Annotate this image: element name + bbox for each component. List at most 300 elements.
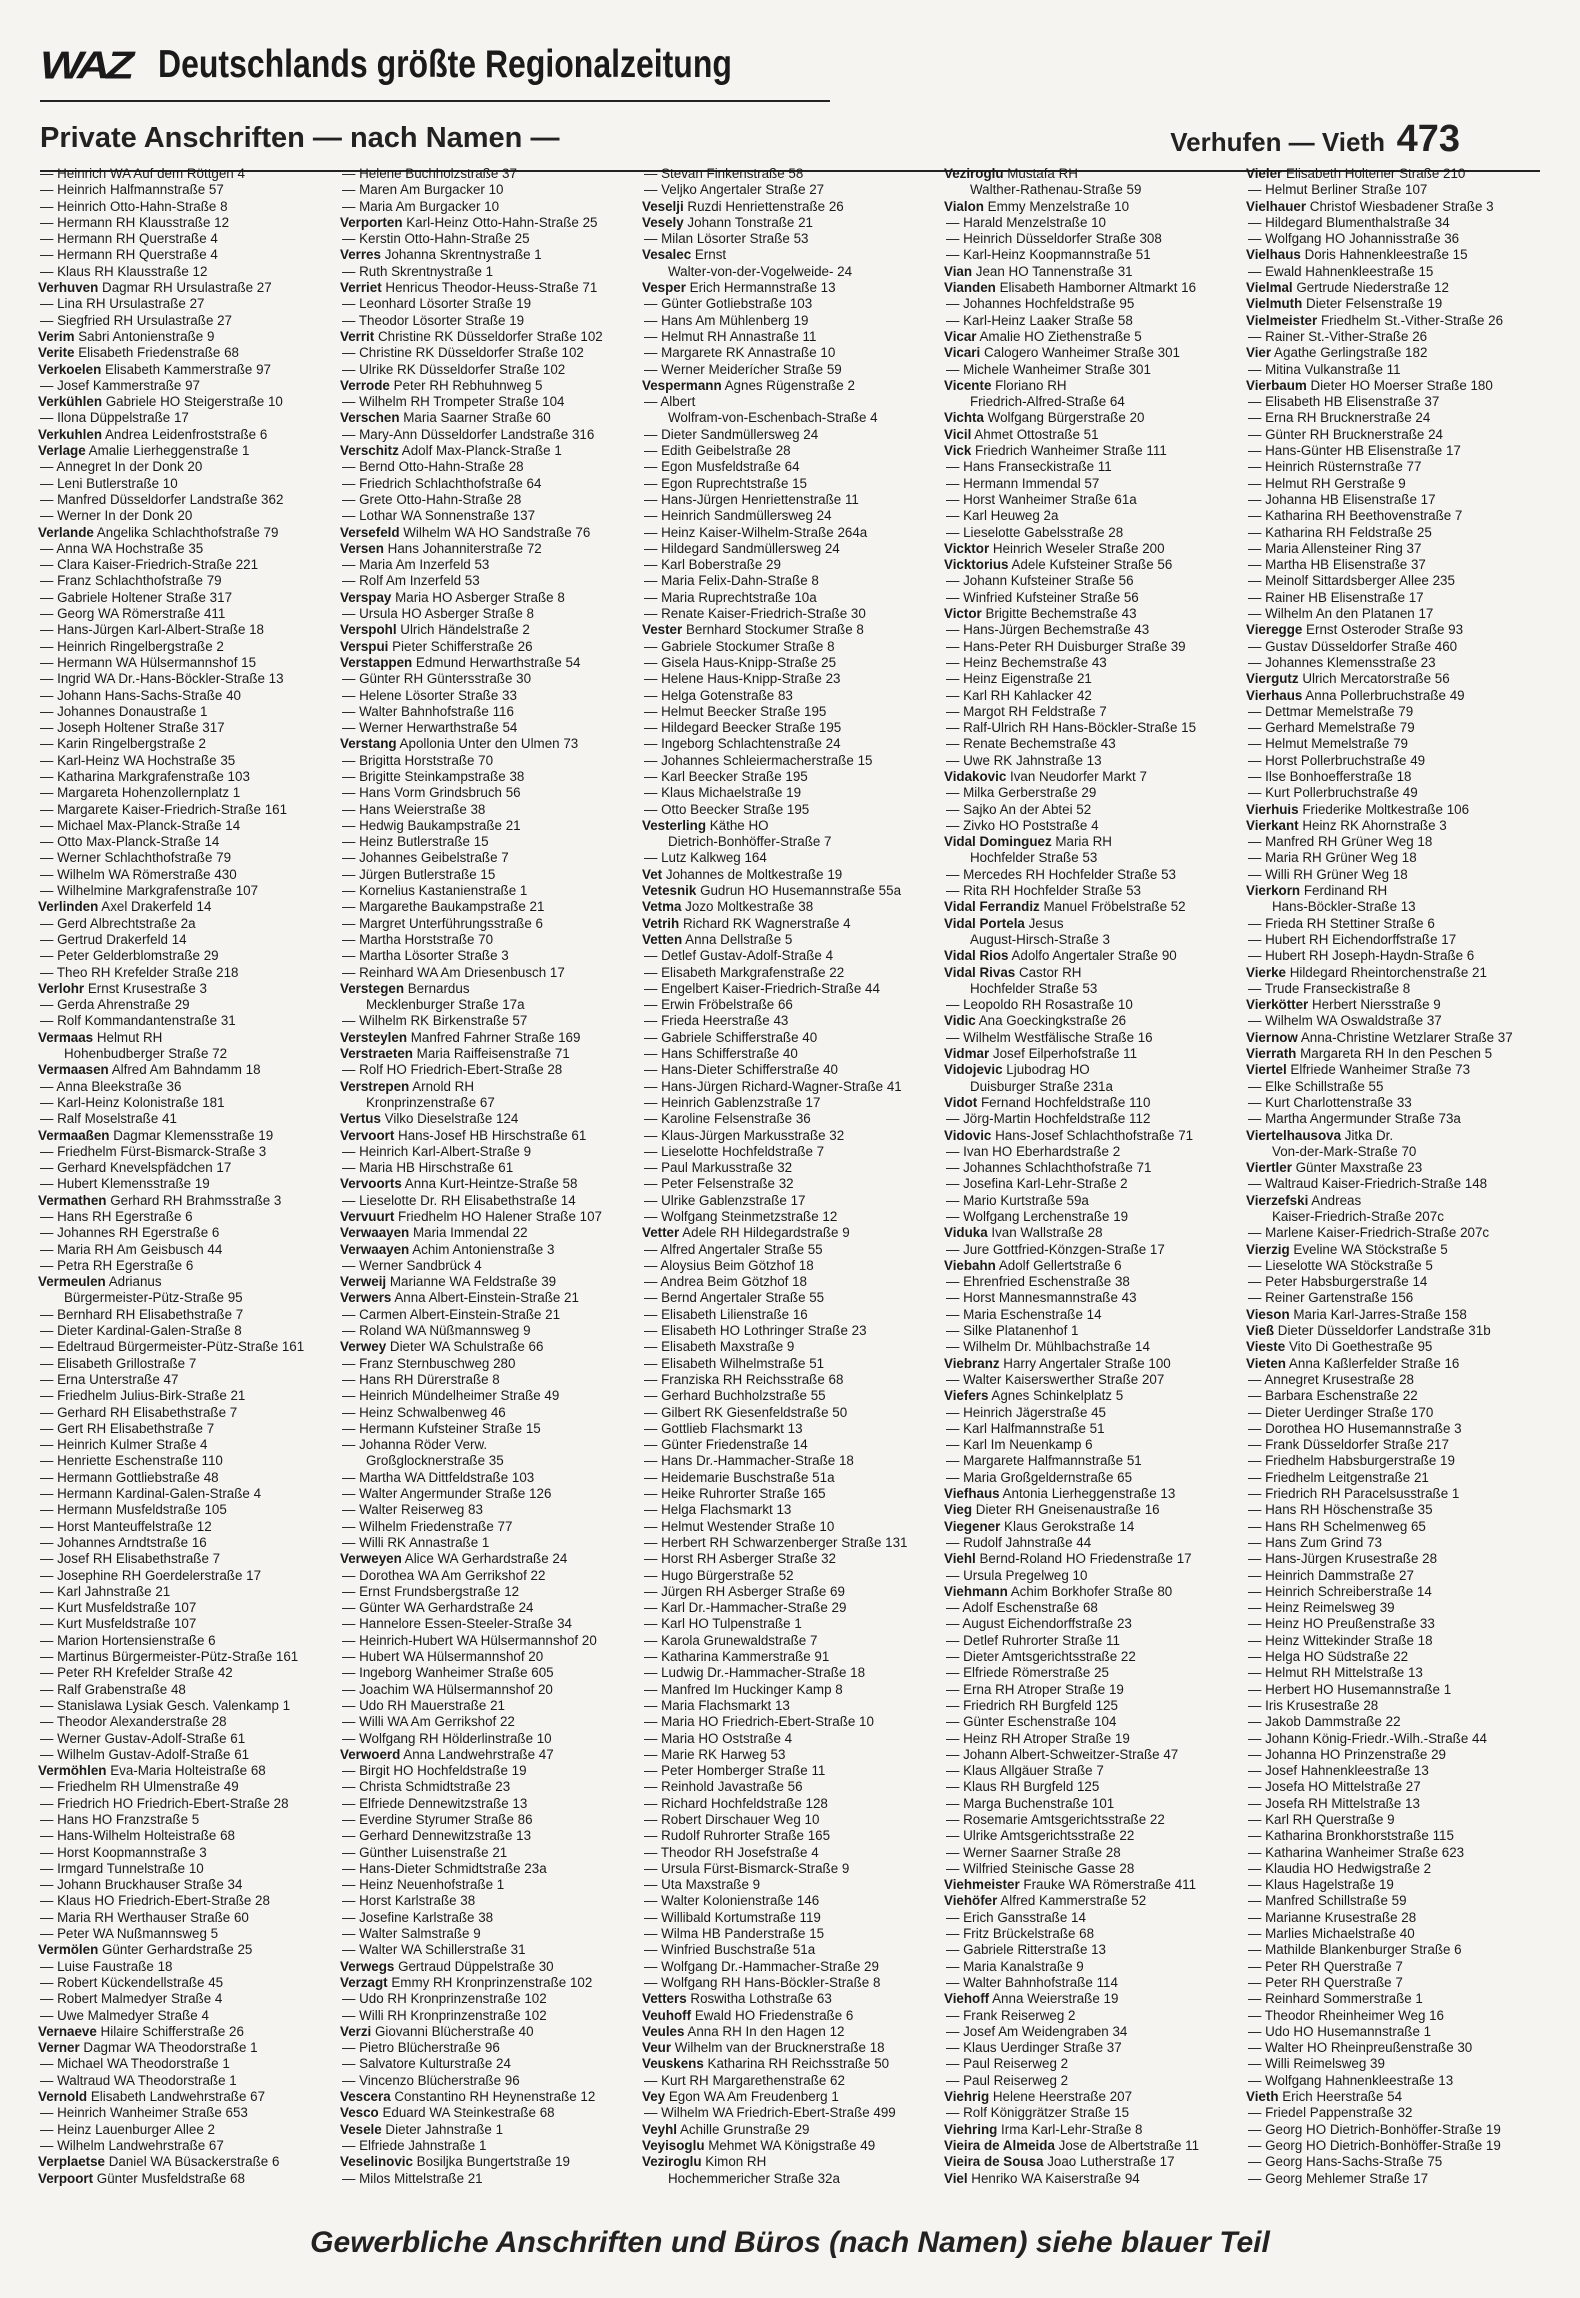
directory-entry: — Stevan Finkenstraße 58 [644, 166, 804, 181]
directory-columns [38, 166, 1548, 2186]
directory-entry: — Josef Am Weidengraben 34 [946, 2023, 1128, 2039]
directory-entry: — Gerda Ahrenstraße 29 [40, 997, 190, 1013]
directory-entry: Vierkorn Ferdinand RH [1246, 883, 1388, 899]
directory-entry: Veselinovic Bosiljka Bungertstraße 19 [340, 2154, 570, 2170]
directory-entry: Vieth Erich Heerstraße 54 [1246, 2089, 1403, 2105]
directory-entry: Verriet Henricus Theodor-Heuss-Straße 71 [340, 280, 598, 296]
directory-entry: — Rudolf Jahnstraße 44 [946, 1534, 1092, 1550]
directory-entry: Veziroglu Kimon RH [642, 2154, 767, 2170]
directory-entry: — Manfred Düsseldorfer Landstraße 362 [40, 491, 284, 507]
directory-entry: — Paul Reiserweg 2 [946, 2056, 1069, 2072]
directory-entry: Viertel Elfriede Wanheimer Straße 73 [1246, 1062, 1471, 1078]
directory-entry: — Joachim WA Hülsermannshof 20 [342, 1681, 553, 1697]
directory-entry: — Hans-Jürgen Krusestraße 28 [1248, 1551, 1438, 1567]
directory-entry: — Hans Am Mühlenberg 19 [644, 312, 809, 328]
directory-entry: — Helmut Beecker Straße 195 [644, 703, 827, 719]
directory-entry: — Heinrich Wanheimer Straße 653 [40, 2105, 248, 2121]
surname: Viehring [944, 2121, 998, 2137]
directory-entry: Vesco Eduard WA Steinkestraße 68 [340, 2105, 555, 2121]
directory-entry: — Hans-Jürgen Karl-Albert-Straße 18 [40, 622, 265, 638]
directory-entry: — Renate Bechemstraße 43 [946, 736, 1116, 752]
directory-entry: Verlinden Axel Drakerfeld 14 [38, 899, 212, 915]
directory-entry: — Wilhelm Gustav-Adolf-Straße 61 [40, 1746, 250, 1762]
directory-entry: Verstrepen Arnold RH [340, 1078, 474, 1094]
directory-entry: — Klaus Michaelstraße 19 [644, 785, 802, 801]
directory-entry: — Maria Am Inzerfeld 53 [342, 557, 490, 573]
directory-entry: — Aloysius Beim Götzhof 18 [644, 1257, 814, 1273]
directory-entry: — Johann Kufsteiner Straße 56 [946, 573, 1134, 589]
directory-entry: Mecklenburger Straße 17a [366, 997, 525, 1013]
directory-entry: — Rolf Königgrätzer Straße 15 [946, 2105, 1130, 2121]
directory-entry: — Rudolf Ruhrorter Straße 165 [644, 1828, 831, 1844]
directory-entry: — Josefa RH Mittelstraße 13 [1248, 1795, 1420, 1811]
directory-entry: — Johann Hans-Sachs-Straße 40 [40, 687, 241, 703]
directory-entry: — Willi WA Am Gerrikshof 22 [342, 1714, 515, 1730]
surname: Vieg [944, 1502, 973, 1518]
directory-entry: Hochfelder Straße 53 [970, 980, 1098, 996]
directory-entry: — Egon Musfeldstraße 64 [644, 459, 800, 475]
directory-entry: — Annegret Krusestraße 28 [1248, 1371, 1414, 1387]
directory-entry: — Werner Herwarthstraße 54 [342, 720, 518, 736]
directory-entry: — Margarethe Baukampstraße 21 [342, 899, 545, 915]
directory-entry: Vetten Anna Dellstraße 5 [642, 931, 793, 947]
directory-entry: Vernold Elisabeth Landwehrstraße 67 [38, 2089, 266, 2105]
directory-entry: Vicente Floriano RH [944, 377, 1067, 393]
directory-entry: — Hans RH Egerstraße 6 [40, 1209, 193, 1224]
directory-entry: — Waltraud WA Theodorstraße 1 [40, 2072, 237, 2088]
directory-entry: — Heinz HO Preußenstraße 33 [1248, 1616, 1435, 1632]
directory-entry: — Marion Hortensienstraße 6 [40, 1632, 216, 1648]
directory-entry: — Manfred Schillstraße 59 [1248, 1893, 1407, 1909]
directory-entry: — Josef Kammerstraße 97 [40, 377, 200, 393]
directory-entry: — Theodor Alexanderstraße 28 [40, 1714, 227, 1730]
directory-entry: — Martha Horststraße 70 [342, 931, 494, 947]
directory-entry: — Ursula HO Asberger Straße 8 [342, 606, 534, 622]
directory-entry: — Petra RH Egerstraße 6 [40, 1257, 194, 1273]
directory-entry: — Elisabeth HB Elisenstraße 37 [1248, 394, 1440, 410]
directory-entry: — Ulrike Amtsgerichtsstraße 22 [946, 1828, 1135, 1844]
directory-entry: — Joseph Holtener Straße 317 [40, 720, 225, 736]
directory-entry: — Hermann WA Hülsermannshof 15 [40, 654, 257, 670]
directory-entry: — Martinus Bürgermeister-Pütz-Straße 161 [40, 1649, 299, 1665]
directory-entry: — Wilhelm Dr. Mühlbachstraße 14 [946, 1339, 1150, 1355]
directory-entry: — Klaus-Jürgen Markusstraße 32 [644, 1127, 845, 1143]
directory-entry: — Elisabeth HO Lothringer Straße 23 [644, 1323, 867, 1339]
directory-entry: — Wilhelm RH Trompeter Straße 104 [342, 394, 565, 410]
directory-entry: — Hubert RH Eichendorffstraße 17 [1248, 931, 1457, 947]
directory-entry: — Grete Otto-Hahn-Straße 28 [342, 491, 522, 507]
directory-entry: — Hans-Peter RH Duisburger Straße 39 [946, 638, 1186, 654]
directory-entry: — Barbara Eschenstraße 22 [1248, 1388, 1418, 1404]
directory-entry: — Johanna Röder Verw. [342, 1437, 488, 1453]
directory-entry: — Hans-Jürgen Richard-Wagner-Straße 41 [644, 1078, 902, 1094]
surname: Vierkötter [1246, 997, 1309, 1013]
surname: Viegener [944, 1518, 1001, 1534]
directory-entry: — Elisabeth Wilhelmstraße 51 [644, 1355, 825, 1371]
surname: Vermöhlen [38, 1763, 107, 1779]
directory-entry: — Hermann RH Querstraße 4 [40, 247, 218, 263]
directory-entry: — Hermann Kardinal-Galen-Straße 4 [40, 1486, 262, 1502]
surname: Veziroglu [642, 2154, 702, 2170]
directory-entry: — Udo RH Kronprinzenstraße 102 [342, 1991, 547, 2007]
directory-entry: — Friedrich Schlachthofstraße 64 [342, 475, 542, 491]
directory-entry: — Erna Unterstraße 47 [40, 1371, 179, 1387]
waz-logo: WAZ [40, 42, 131, 88]
directory-entry: — Johannes Schlachthofstraße 71 [946, 1160, 1152, 1176]
directory-entry: — Maria RH Am Geisbusch 44 [40, 1241, 223, 1257]
directory-entry: — Wolfgang HO Johannisstraße 36 [1248, 231, 1460, 247]
directory-entry: — Johann König-Friedr.-Wilh.-Straße 44 [1248, 1730, 1487, 1746]
surname: Viehrig [944, 2089, 990, 2105]
directory-entry: Vierzefski Andreas [1246, 1192, 1362, 1208]
directory-entry: Verner Dagmar WA Theodorstraße 1 [38, 2040, 258, 2056]
directory-entry: — Hermann RH Klausstraße 12 [40, 214, 230, 230]
directory-entry: — Milan Lösorter Straße 53 [644, 231, 809, 247]
directory-entry: — Veljko Angertaler Straße 27 [644, 182, 825, 198]
directory-entry: — Harald Menzelstraße 10 [946, 214, 1107, 230]
directory-entry: — Wolfgang Dr.-Hammacher-Straße 29 [644, 1958, 879, 1974]
directory-entry: — Horst Koopmannstraße 3 [40, 1844, 207, 1860]
directory-entry: — Gerhard RH Elisabethstraße 7 [40, 1404, 238, 1420]
surname: Vescera [340, 2089, 391, 2105]
newspaper-claim: Deutschlands größte Regionalzeitung [158, 43, 733, 86]
directory-entry: — Hermann Kufsteiner Straße 15 [342, 1420, 541, 1436]
directory-entry: — Klaus Uerdinger Straße 37 [946, 2040, 1122, 2056]
directory-entry: — Reinhard Sommerstraße 1 [1248, 1991, 1423, 2007]
surname: Verstang [340, 736, 397, 752]
directory-entry: — Karoline Felsenstraße 36 [644, 1111, 811, 1127]
directory-entry: — Ivan HO Eberhardstraße 2 [946, 1143, 1121, 1159]
surname: Vermeulen [38, 1274, 106, 1290]
directory-entry: Vervoorts Anna Kurt-Heintze-Straße 58 [340, 1176, 578, 1192]
surname: Viefhaus [944, 1486, 1000, 1502]
directory-entry: — Hubert RH Joseph-Haydn-Straße 6 [1248, 948, 1475, 964]
directory-entry: — Kerstin Otto-Hahn-Straße 25 [342, 231, 530, 247]
directory-entry: — Hans-Günter HB Elisenstraße 17 [1248, 443, 1461, 459]
directory-entry: Veuhoff Ewald HO Friedenstraße 6 [642, 2007, 854, 2023]
directory-entry: Vidic Ana Goeckingkstraße 26 [944, 1013, 1127, 1029]
directory-entry: Friedrich-Alfred-Straße 64 [970, 394, 1125, 410]
directory-entry: Vesalec Ernst [642, 247, 727, 263]
directory-entry: — Maria RH Grüner Weg 18 [1248, 850, 1417, 866]
directory-entry: — Hans Weierstraße 38 [342, 801, 486, 817]
directory-entry: — Hans-Dieter Schifferstraße 40 [644, 1062, 838, 1078]
directory-entry: — Karl RH Kahlacker 42 [946, 687, 1092, 703]
directory-entry: — Maria Großgeldernstraße 65 [946, 1469, 1133, 1485]
directory-entry: Vier Agathe Gerlingstraße 182 [1246, 345, 1428, 361]
directory-entry: — Johannes Schleiermacherstraße 15 [644, 752, 873, 768]
directory-entry: Vieten Anna Kaßlerfelder Straße 16 [1246, 1355, 1460, 1371]
surname: Viduka [944, 1225, 988, 1241]
surname: Vialon [944, 198, 984, 214]
directory-entry: — Marlies Michaelstraße 40 [1248, 1926, 1415, 1942]
directory-entry: — Helga Gotenstraße 83 [644, 687, 793, 703]
directory-entry: — Margarete Kaiser-Friedrich-Straße 161 [40, 801, 288, 817]
directory-entry: — Heinrich Sandmüllersweg 24 [644, 508, 832, 524]
surname: Vianden [944, 280, 996, 296]
directory-entry: — Waltraud Kaiser-Friedrich-Straße 148 [1248, 1176, 1488, 1192]
directory-entry: — Heike Ruhrorter Straße 165 [644, 1486, 826, 1502]
directory-entry: Vermaas Helmut RH [38, 1029, 163, 1045]
directory-entry: Verstegen Bernardus [340, 980, 470, 996]
directory-entry: Vierrath Margareta RH In den Peschen 5 [1246, 1046, 1493, 1062]
surname: Verwegs [340, 1958, 395, 1974]
directory-entry: — Hans-Dieter Schmidtstraße 23a [342, 1860, 547, 1876]
directory-entry: — Ewald Hahnenkleestraße 15 [1248, 263, 1434, 279]
directory-entry: Vermaaßen Dagmar Klemensstraße 19 [38, 1127, 274, 1143]
surname: Vidakovic [944, 768, 1007, 784]
directory-entry: — Werner Meiderícher Straße 59 [644, 361, 842, 377]
surname: Viergutz [1246, 671, 1299, 687]
directory-entry: — Georg WA Römerstraße 411 [40, 606, 226, 622]
directory-entry: — Lina RH Ursulastraße 27 [40, 296, 205, 312]
directory-entry: Walter-von-der-Vogelweide- 24 [668, 263, 853, 279]
directory-entry: — Helene Buchholzstraße 37 [342, 166, 517, 181]
directory-entry: — Clara Kaiser-Friedrich-Straße 221 [40, 557, 259, 573]
directory-entry: — Hedwig Baukampstraße 21 [342, 817, 521, 833]
surname: Vierkorn [1246, 883, 1301, 899]
surname: Vierke [1246, 964, 1286, 980]
directory-entry: Verite Elisabeth Friedenstraße 68 [38, 345, 239, 361]
directory-entry: — Jure Gottfried-Könzgen-Straße 17 [946, 1241, 1165, 1257]
directory-entry: — Bernd Otto-Hahn-Straße 28 [342, 459, 524, 475]
surname: Vester [642, 622, 683, 638]
directory-entry: — Peter RH Querstraße 7 [1248, 1958, 1403, 1974]
directory-entry: Vielhauer Christof Wiesbadener Straße 3 [1246, 198, 1494, 214]
directory-entry: — Hans Vorm Grindsbruch 56 [342, 785, 521, 801]
directory-entry: — Reinhold Javastraße 56 [644, 1779, 803, 1795]
directory-entry: — Heinz Reimelsweg 39 [1248, 1600, 1395, 1616]
directory-entry: — Walter WA Schillerstraße 31 [342, 1942, 526, 1958]
masthead-rule [40, 100, 830, 102]
masthead [40, 35, 858, 95]
directory-entry: — Albert [644, 394, 696, 410]
surname: Vidal Rivas [944, 964, 1016, 980]
directory-entry: — Helene Haus-Knipp-Straße 23 [644, 671, 841, 687]
directory-entry: — Paul Markusstraße 32 [644, 1160, 793, 1176]
directory-entry: — Peter RH Querstraße 7 [1248, 1974, 1403, 1990]
directory-entry: — Werner Gustav-Adolf-Straße 61 [40, 1730, 246, 1746]
surname: Verrit [340, 328, 375, 344]
directory-entry: — Franziska RH Reichsstraße 68 [644, 1371, 844, 1387]
directory-entry: — Rolf HO Friedrich-Ebert-Straße 28 [342, 1062, 563, 1078]
surname: Vick [944, 443, 972, 459]
directory-entry: Vielmal Gertrude Niederstraße 12 [1246, 280, 1449, 296]
directory-entry: — Wilhelm Friedenstraße 77 [342, 1518, 513, 1534]
directory-entry: — Katharina Wanheimer Straße 623 [1248, 1844, 1465, 1860]
directory-entry: — Elfriede Dennewitzstraße 13 [342, 1795, 528, 1811]
directory-entry: — Wolfgang Lerchenstraße 19 [946, 1209, 1129, 1224]
directory-entry: Verlande Angelika Schlachthofstraße 79 [38, 524, 279, 540]
surname: Vetrih [642, 915, 680, 931]
directory-entry: Verweyen Alice WA Gerhardstraße 24 [340, 1551, 568, 1567]
directory-entry: — Klaus HO Friedrich-Ebert-Straße 28 [40, 1893, 270, 1909]
surname: Vieler [1246, 166, 1283, 181]
directory-entry: — Hans-Jürgen Bechemstraße 43 [946, 622, 1150, 638]
directory-entry: — Jürgen Butlerstraße 15 [342, 866, 496, 882]
directory-entry: — Katharina RH Beethovenstraße 7 [1248, 508, 1463, 524]
directory-entry: — Heinrich Mündelheimer Straße 49 [342, 1388, 560, 1404]
directory-entry: — Carmen Albert-Einstein-Straße 21 [342, 1306, 561, 1322]
directory-entry: — Klaudia HO Hedwigstraße 2 [1248, 1860, 1432, 1876]
surname: Veuhoff [642, 2007, 692, 2023]
directory-entry: — Friedhelm Julius-Birk-Straße 21 [40, 1388, 246, 1404]
directory-entry: — Robert Dirschauer Weg 10 [644, 1811, 820, 1827]
surname: Verstegen [340, 980, 405, 996]
directory-entry: — Josefa HO Mittelstraße 27 [1248, 1779, 1421, 1795]
directory-entry: — Heinrich-Hubert WA Hülsermannshof 20 [342, 1632, 597, 1648]
directory-entry: — Georg HO Dietrich-Bonhöffer-Straße 19 [1248, 2137, 1501, 2153]
directory-entry: — Gerhard Dennewitzstraße 13 [342, 1828, 532, 1844]
directory-entry: — Karl HO Tulpenstraße 1 [644, 1616, 802, 1632]
directory-entry: — Heinrich Rüsternstraße 77 [1248, 459, 1422, 475]
directory-entry: — Wolfgang Hahnenkleestraße 13 [1248, 2072, 1454, 2088]
directory-entry: — Willi RH Grüner Weg 18 [1248, 866, 1408, 882]
directory-entry: — Johannes Geibelstraße 7 [342, 850, 509, 866]
directory-entry: Verzi Giovanni Blücherstraße 40 [340, 2023, 534, 2039]
directory-entry: Veziroglu Mustafa RH [944, 166, 1078, 181]
directory-entry: — Walter Bahnhofstraße 114 [946, 1974, 1118, 1990]
directory-entry: Verwers Anna Albert-Einstein-Straße 21 [340, 1290, 579, 1306]
directory-entry: — Günter WA Gerhardstraße 24 [342, 1600, 534, 1616]
directory-entry: — Marie RK Harweg 53 [644, 1746, 786, 1762]
directory-entry: — Pietro Blücherstraße 96 [342, 2040, 500, 2056]
directory-entry: — Maria Ruprechtstraße 10a [644, 589, 817, 605]
directory-entry: — Karl Im Neuenkamp 6 [946, 1437, 1093, 1453]
directory-entry: — Richard Hochfeldstraße 128 [644, 1795, 828, 1811]
directory-entry: — Theodor Lösorter Straße 19 [342, 312, 525, 328]
surname: Vierhuis [1246, 801, 1299, 817]
surname: Viertler [1246, 1160, 1292, 1176]
directory-entry: Viefers Agnes Schinkelplatz 5 [944, 1388, 1124, 1404]
directory-entry: — Josefine Karlstraße 38 [342, 1909, 494, 1925]
directory-entry: — Kornelius Kastanienstraße 1 [342, 883, 528, 899]
directory-entry: — Heinrich Jägerstraße 45 [946, 1404, 1107, 1420]
directory-entry: — Hildegard Sandmüllersweg 24 [644, 540, 840, 556]
directory-entry: — Wilhelm WA Römerstraße 430 [40, 866, 237, 882]
directory-entry: — Peter RH Krefelder Straße 42 [40, 1665, 233, 1681]
surname: Veyhl [642, 2121, 677, 2137]
directory-entry: — Peter Felsenstraße 32 [644, 1176, 794, 1192]
directory-entry: — Karl Heuweg 2a [946, 508, 1059, 524]
surname: Verwoerd [340, 1746, 401, 1762]
directory-entry: — Ilona Düppelstraße 17 [40, 410, 189, 426]
directory-entry: — Marga Buchenstraße 101 [946, 1795, 1115, 1811]
directory-entry: Vidovic Hans-Josef Schlachthofstraße 71 [944, 1127, 1194, 1143]
directory-entry: — Frank Düsseldorfer Straße 217 [1248, 1437, 1449, 1453]
directory-entry: Viehring Irma Karl-Lehr-Straße 8 [944, 2121, 1143, 2137]
directory-entry: — Heinrich Karl-Albert-Straße 9 [342, 1143, 532, 1159]
directory-entry: — Walter Kaiserswerther Straße 207 [946, 1371, 1165, 1387]
directory-entry: — Katharina Markgrafenstraße 103 [40, 768, 250, 784]
directory-entry: — Engelbert Kaiser-Friedrich-Straße 44 [644, 980, 880, 996]
directory-entry: — Johannes Arndtstraße 16 [40, 1534, 207, 1550]
directory-entry: Vialon Emmy Menzelstraße 10 [944, 198, 1130, 214]
directory-entry: — Reiner Gartenstraße 156 [1248, 1290, 1414, 1306]
directory-entry: Viertelhausova Jitka Dr. [1246, 1127, 1394, 1143]
directory-entry: — Leni Butlerstraße 10 [40, 475, 178, 491]
directory-entry: — Erna RH Brucknerstraße 24 [1248, 410, 1431, 426]
surname: Viehl [944, 1551, 976, 1567]
directory-entry: Verrit Christine RK Düsseldorfer Straße 102 [340, 328, 603, 344]
surname: Vervoorts [340, 1176, 402, 1192]
directory-entry: Vian Jean HO Tannenstraße 31 [944, 263, 1133, 279]
directory-entry: — Roland WA Nüßmannsweg 9 [342, 1323, 531, 1339]
directory-entry: — Margarete RK Annastraße 10 [644, 345, 836, 361]
surname: Vesalec [642, 247, 692, 263]
directory-entry: — Georg Hans-Sachs-Straße 75 [1248, 2154, 1443, 2170]
directory-entry: — Franz Sternbuschweg 280 [342, 1355, 516, 1371]
directory-entry: — Ursula Fürst-Bismarck-Straße 9 [644, 1860, 850, 1876]
surname: Vidal Dominguez [944, 834, 1052, 850]
directory-entry: — Robert Malmedyer Straße 4 [40, 1991, 223, 2007]
surname: Viebranz [944, 1355, 1000, 1371]
directory-entry: — Karola Grunewaldstraße 7 [644, 1632, 818, 1648]
directory-entry: — Horst RH Asberger Straße 32 [644, 1551, 836, 1567]
surname: Verstraeten [340, 1046, 413, 1062]
surname: Verpoort [38, 2170, 94, 2186]
directory-entry: — Peter Homberger Straße 11 [644, 1763, 826, 1779]
directory-entry: Vermeulen Adrianus [38, 1274, 162, 1290]
directory-entry: — Herbert RH Schwarzenberger Straße 131 [644, 1534, 908, 1550]
directory-entry: Viehöfer Alfred Kammerstraße 52 [944, 1893, 1147, 1909]
directory-entry: — Klaus Allgäuer Straße 7 [946, 1763, 1104, 1779]
directory-entry: — Walter Reiserweg 83 [342, 1502, 483, 1518]
directory-entry: — Willi RK Annastraße 1 [342, 1534, 490, 1550]
directory-entry: — Theodor RH Josefstraße 4 [644, 1844, 819, 1860]
directory-entry: Vieira de Sousa Joao Lutherstraße 17 [944, 2154, 1175, 2170]
directory-entry: — Ulrike RK Düsseldorfer Straße 102 [342, 361, 566, 377]
directory-entry: — Erwin Fröbelstraße 66 [644, 997, 793, 1013]
directory-entry: — Hermann Gottliebstraße 48 [40, 1469, 219, 1485]
surname: Verwaayen [340, 1241, 410, 1257]
directory-entry: — Ingrid WA Dr.-Hans-Böckler-Straße 13 [40, 671, 284, 687]
surname: Vervoort [340, 1127, 395, 1143]
directory-entry: Verwaayen Achim Antonienstraße 3 [340, 1241, 555, 1257]
directory-entry: — Heinz Schwalbenweg 46 [342, 1404, 506, 1420]
directory-entry: — Milos Mittelstraße 21 [342, 2170, 483, 2186]
surname: Versteylen [340, 1029, 407, 1045]
directory-entry: — Milka Gerberstraße 29 [946, 785, 1097, 801]
directory-entry: — Detlef Ruhrorter Straße 11 [946, 1632, 1120, 1648]
surname: Vidic [944, 1013, 976, 1029]
directory-entry: Vierkötter Herbert Niersstraße 9 [1246, 997, 1441, 1013]
directory-entry: — Maria Am Burgacker 10 [342, 198, 500, 214]
directory-entry: — Walter Angermunder Straße 126 [342, 1486, 552, 1502]
directory-entry: Vester Bernhard Stockumer Straße 8 [642, 622, 864, 638]
directory-entry: — Marlene Kaiser-Friedrich-Straße 207c [1248, 1225, 1490, 1241]
directory-entry: — Bernd Angertaler Straße 55 [644, 1290, 825, 1306]
directory-entry: Vieson Maria Karl-Jarres-Straße 158 [1246, 1306, 1467, 1322]
directory-entry: Viegener Klaus Gerokstraße 14 [944, 1518, 1135, 1534]
surname: Vesco [340, 2105, 379, 2121]
directory-entry: — Hubert WA Hülsermannshof 20 [342, 1649, 544, 1665]
surname: Verlohr [38, 980, 85, 996]
surname: Verim [38, 328, 75, 344]
directory-entry: Vey Egon WA Am Freudenberg 1 [642, 2089, 839, 2105]
directory-entry: — Helmut RH Mittelstraße 13 [1248, 1665, 1423, 1681]
directory-entry: Bürgermeister-Pütz-Straße 95 [64, 1290, 243, 1306]
directory-entry: Verlohr Ernst Krusestraße 3 [38, 980, 207, 996]
directory-entry: — Josef Hahnenkleestraße 13 [1248, 1763, 1429, 1779]
directory-entry: Viergutz Ulrich Mercatorstraße 56 [1246, 671, 1450, 687]
directory-entry: — Wilfried Steinische Gasse 28 [946, 1860, 1135, 1876]
directory-entry: — Gabriele Ritterstraße 13 [946, 1942, 1107, 1958]
surname: Vidojevic [944, 1062, 1003, 1078]
directory-entry: — Gabriele Holtener Straße 317 [40, 589, 233, 605]
directory-entry: — Adolf Eschenstraße 68 [946, 1600, 1098, 1616]
directory-entry: Vieira de Almeida Jose de Albertstraße 11 [944, 2137, 1200, 2153]
